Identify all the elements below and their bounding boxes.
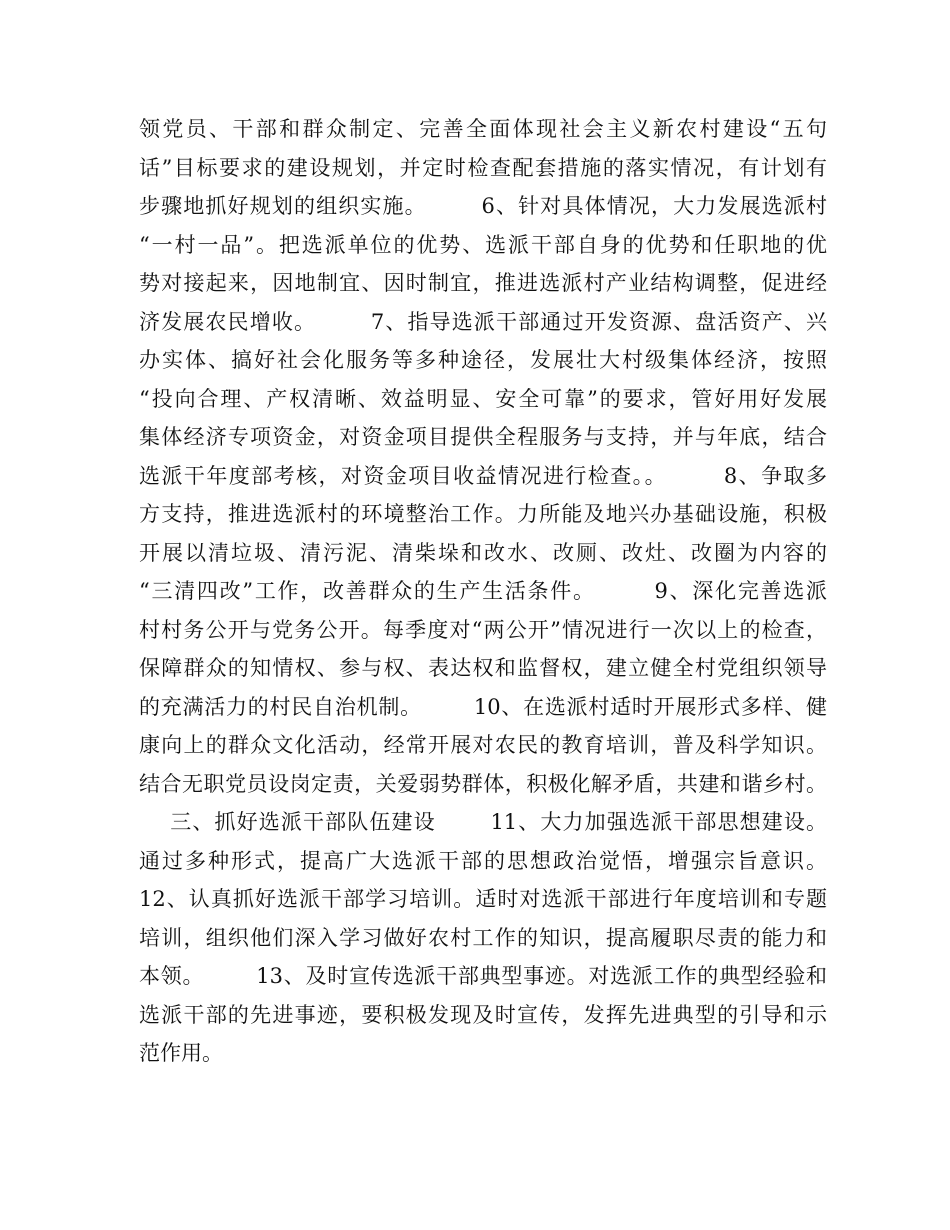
text-line: 话”目标要求的建设规划，并定时检查配套措施的落实情况，有计划有: [139, 155, 827, 180]
text-line: 本领。 13、及时宣传选派干部典型事迹。对选派工作的典型经验和: [139, 964, 827, 988]
text-line: 村村务公开与党务公开。每季度对“两公开”情况进行一次以上的检查，: [139, 617, 827, 642]
text-line: 通过多种形式，提高广大选派干部的思想政治觉悟，增强宗旨意识。: [139, 848, 827, 873]
text-line: 领党员、干部和群众制定、完善全面体现社会主义新农村建设“五句: [139, 117, 827, 141]
text-line: 开展以清垃圾、清污泥、清柴垛和改水、改厕、改灶、改圈为内容的: [139, 540, 827, 565]
text-line: 范作用。: [139, 1041, 223, 1065]
text-line: 三、抓好选派干部队伍建设 11、大力加强选派干部思想建设。: [139, 810, 827, 834]
text-line: 选派干部的先进事迹，要积极发现及时宣传，发挥先进典型的引导和示: [139, 1002, 827, 1027]
text-line: 12、认真抓好选派干部学习培训。适时对选派干部进行年度培训和专题: [139, 887, 827, 911]
text-line: 保障群众的知情权、参与权、表达权和监督权，建立健全村党组织领导: [139, 656, 827, 680]
text-line: “投向合理、产权清晰、效益明显、安全可靠”的要求，管好用好发展: [139, 386, 827, 411]
text-line: 步骤地抓好规划的组织实施。 6、针对具体情况，大力发展选派村: [139, 194, 827, 218]
text-line: “一村一品”。把选派单位的优势、选派干部自身的优势和任职地的优: [139, 232, 827, 257]
text-line: 办实体、搞好社会化服务等多种途径，发展壮大村级集体经济，按照: [139, 348, 827, 372]
text-line: 济发展农民增收。 7、指导选派干部通过开发资源、盘活资产、兴: [139, 309, 827, 334]
text-line: 选派干年度部考核，对资金项目收益情况进行检查。。 8、争取多: [139, 463, 827, 488]
text-line: 培训，组织他们深入学习做好农村工作的知识，提高履职尽责的能力和: [139, 925, 827, 950]
text-line: 方支持，推进选派村的环境整治工作。力所能及地兴办基础设施，积极: [139, 502, 827, 526]
text-line: 集体经济专项资金，对资金项目提供全程服务与支持，并与年底，结合: [139, 425, 827, 449]
text-line: 势对接起来，因地制宜、因时制宜，推进选派村产业结构调整，促进经: [139, 271, 827, 295]
text-line: 结合无职党员设岗定责，关爱弱势群体，积极化解矛盾，共建和谐乡村。: [139, 771, 827, 796]
text-line: 的充满活力的村民自治机制。 10、在选派村适时开展形式多样、健: [139, 694, 827, 719]
text-line: “三清四改”工作，改善群众的生产生活条件。 9、深化完善选派: [139, 579, 827, 603]
text-line: 康向上的群众文化活动，经常开展对农民的教育培训，普及科学知识。: [139, 733, 827, 757]
body-text: [139, 110, 827, 1073]
